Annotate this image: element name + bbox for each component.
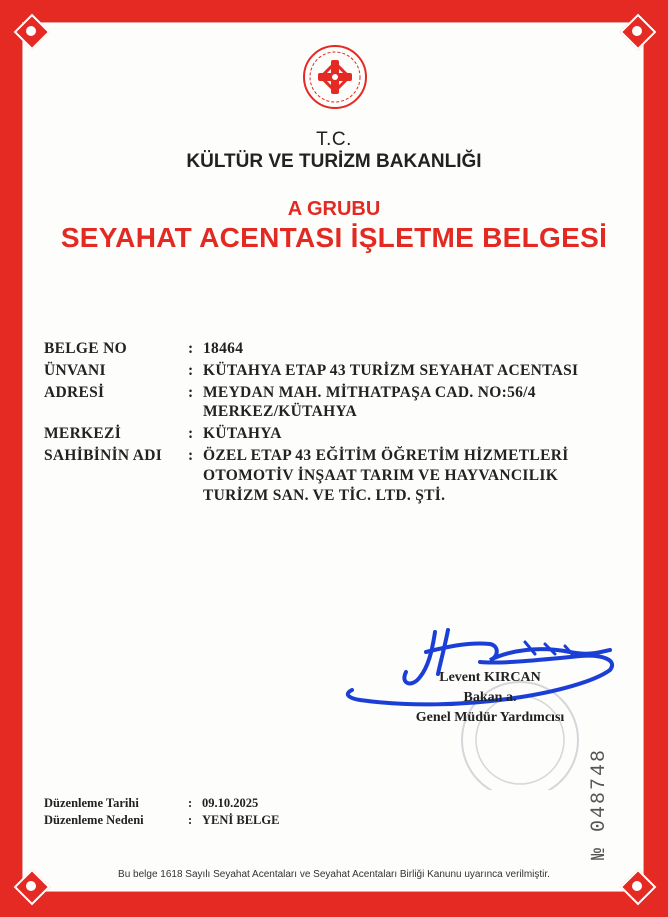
certificate-title: SEYAHAT ACENTASI İŞLETME BELGESİ <box>60 222 608 253</box>
field-value-merkezi: KÜTAHYA <box>203 425 282 442</box>
field-value-belge-no: 18464 <box>203 340 244 357</box>
country-label: T.C. <box>316 129 352 150</box>
serial-number: № 048748 <box>588 747 611 860</box>
signatory-on-behalf: Bakan a. <box>463 690 517 705</box>
field-value-sahibi-line1: ÖZEL ETAP 43 EĞİTİM ÖĞRETİM HİZMETLERİ <box>203 447 569 464</box>
field-label-sahibinin-adi: SAHİBİNİN ADI <box>44 447 163 464</box>
signatory-name: Levent KIRCAN <box>439 670 541 685</box>
field-label-belge-no: BELGE NO <box>44 340 127 357</box>
issue-date-value: 09.10.2025 <box>202 796 259 810</box>
field-value-unvani: KÜTAHYA ETAP 43 TURİZM SEYAHAT ACENTASI <box>203 362 579 379</box>
ministry-name: KÜLTÜR VE TURİZM BAKANLIĞI <box>186 151 482 172</box>
issue-reason-value: YENİ BELGE <box>202 813 280 827</box>
ministry-emblem-icon <box>300 42 370 112</box>
field-label-adresi: ADRESİ <box>44 384 105 401</box>
issue-reason-label: Düzenleme Nedeni <box>44 813 144 827</box>
corner-ornament-icon <box>16 16 46 46</box>
issue-date-label: Düzenleme Tarihi <box>44 796 139 810</box>
license-group: A GRUBU <box>287 198 381 220</box>
corner-ornament-icon <box>622 16 652 46</box>
field-value-adresi-line2: MERKEZ/KÜTAHYA <box>203 403 358 420</box>
signatory-position: Genel Müdür Yardımcısı <box>415 710 565 725</box>
field-value-sahibi-line2: OTOMOTİV İNŞAAT TARIM VE HAYVANCILIK <box>203 467 559 484</box>
field-label-merkezi: MERKEZİ <box>44 425 122 442</box>
footer-legal-note: Bu belge 1618 Sayılı Seyahat Acentaları ve Seyahat Acentaları Birliği Kanunu uyarınca verilmiştir. <box>118 869 550 880</box>
field-value-sahibi-line3: TURİZM SAN. VE TİC. LTD. ŞTİ. <box>203 487 446 504</box>
field-value-adresi-line1: MEYDAN MAH. MİTHATPAŞA CAD. NO:56/4 <box>203 384 536 401</box>
field-label-unvani: ÜNVANI <box>44 362 106 379</box>
